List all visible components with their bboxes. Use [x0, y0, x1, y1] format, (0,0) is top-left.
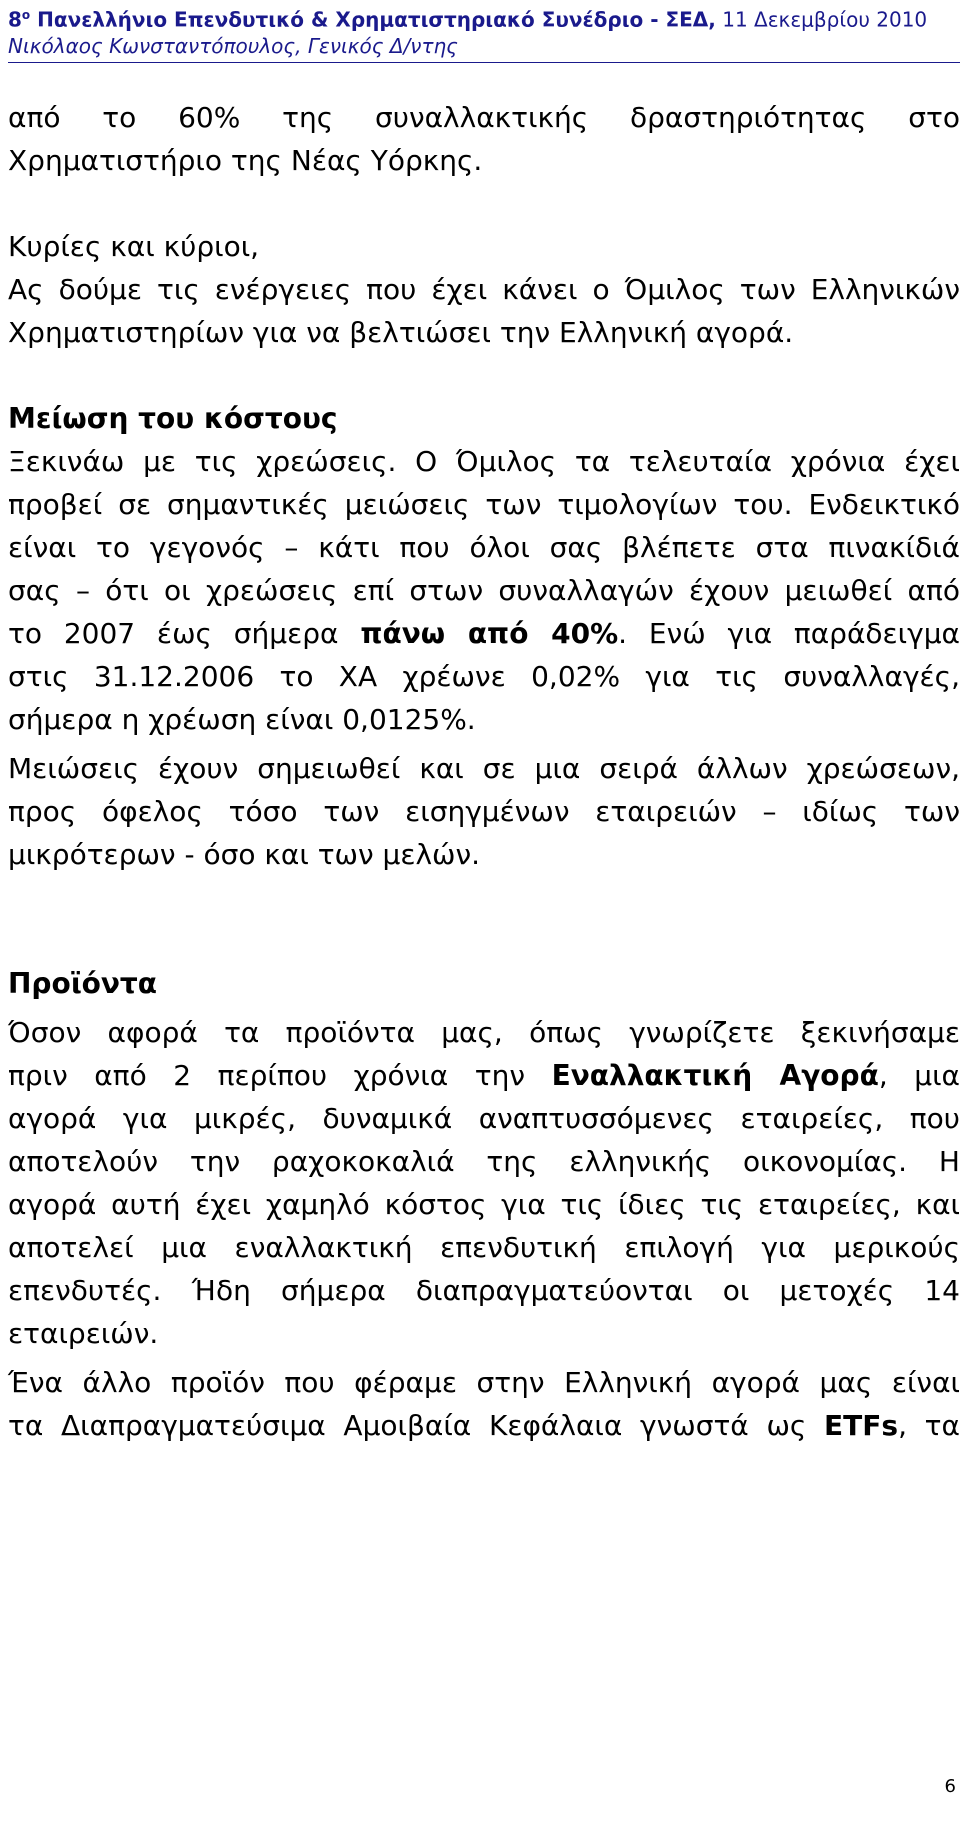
text-line: Ξεκινάω με τις χρεώσεις. Ο Όμιλος τα τελευταία χρόνια έχει: [8, 445, 960, 478]
text-line: Κυρίες και κύριοι,: [8, 230, 260, 263]
text-line: αγορά για μικρές, δυναμικά αναπτυσσόμενες εταιρείες, που: [8, 1102, 960, 1135]
page-number: 6: [944, 1776, 956, 1797]
conference-date: 11 Δεκεμβρίου 2010: [715, 7, 928, 32]
text-line: Χρηματιστηρίων για να βελτιώσει την Ελληνική αγορά.: [8, 316, 794, 349]
emphasis-etfs: ETFs: [824, 1409, 899, 1442]
header-divider: [8, 62, 960, 63]
page-header: [8, 0, 960, 59]
conference-title: $8^o$ Πανελλήνιο Επενδυτικό & Χρηματιστηριακό Συνέδριο - ΣΕΔ, 11 Δεκεμβρίου 2010: [8, 7, 928, 32]
section-heading: Προϊόντα: [8, 967, 158, 1000]
text-line: είναι το γεγονός – κάτι που όλοι σας βλέπετε στα πινακίδιά: [8, 531, 960, 564]
text-line: Όσον αφορά τα προϊόντα μας, όπως γνωρίζετε ξεκινήσαμε: [8, 1016, 960, 1049]
text-line: τα Διαπραγματεύσιμα Αμοιβαία Κεφάλαια γνωστά ως ETFs, τα: [8, 1409, 960, 1442]
text-line: Ας δούμε τις ενέργειες που έχει κάνει ο Όμιλος των Ελληνικών: [8, 273, 960, 306]
text-line: πριν από 2 περίπου χρόνια την Εναλλακτική Αγορά, μια: [8, 1059, 960, 1092]
text-line: αγορά αυτή έχει χαμηλό κόστος για τις ίδιες τις εταιρείες, και: [8, 1188, 960, 1221]
text-line: προβεί σε σημαντικές μειώσεις των τιμολογίων του. Ενδεικτικό: [8, 488, 960, 521]
text-line: αποτελεί μια εναλλακτική επενδυτική επιλογή για μερικούς: [8, 1231, 960, 1264]
section-heading: Μείωση του κόστους: [8, 402, 338, 435]
speaker-line: Νικόλαος Κωνσταντόπουλος, Γενικός Δ/ντης: [8, 33, 458, 58]
text-line: Χρηματιστήριο της Νέας Υόρκης.: [8, 144, 483, 177]
text-line: σας – ότι οι χρεώσεις επί στων συναλλαγών έχουν μειωθεί από: [8, 574, 960, 607]
text-line: προς όφελος τόσο των εισηγμένων εταιρειών – ιδίως των: [8, 795, 960, 828]
text-line: στις 31.12.2006 το ΧΑ χρέωνε 0,02% για τις συναλλαγές,: [8, 660, 960, 693]
text-line: Ένα άλλο προϊόν που φέραμε στην Ελληνική αγορά μας είναι: [8, 1366, 960, 1399]
emphasis-alternative-market: Εναλλακτική Αγορά: [551, 1059, 879, 1092]
text-line: μικρότερων - όσο και των μελών.: [8, 838, 481, 871]
text-line: από το 60% της συναλλακτικής δραστηριότητας στο: [8, 101, 960, 134]
emphasis-40-percent: πάνω από 40%: [360, 617, 619, 650]
text-line: Μειώσεις έχουν σημειωθεί και σε μια σειρά άλλων χρεώσεων,: [8, 752, 960, 785]
text-line: επενδυτές. Ήδη σήμερα διαπραγματεύονται οι μετοχές 14: [8, 1274, 960, 1307]
text-line: σήμερα η χρέωση είναι 0,0125%.: [8, 703, 476, 736]
text-line: εταιρειών.: [8, 1317, 159, 1350]
document-body: [8, 96, 960, 1447]
text-line: το 2007 έως σήμερα πάνω από 40%. Ενώ για παράδειγμα: [8, 617, 960, 650]
text-line: αποτελούν την ραχοκοκαλιά της ελληνικής οικονομίας. Η: [8, 1145, 960, 1178]
